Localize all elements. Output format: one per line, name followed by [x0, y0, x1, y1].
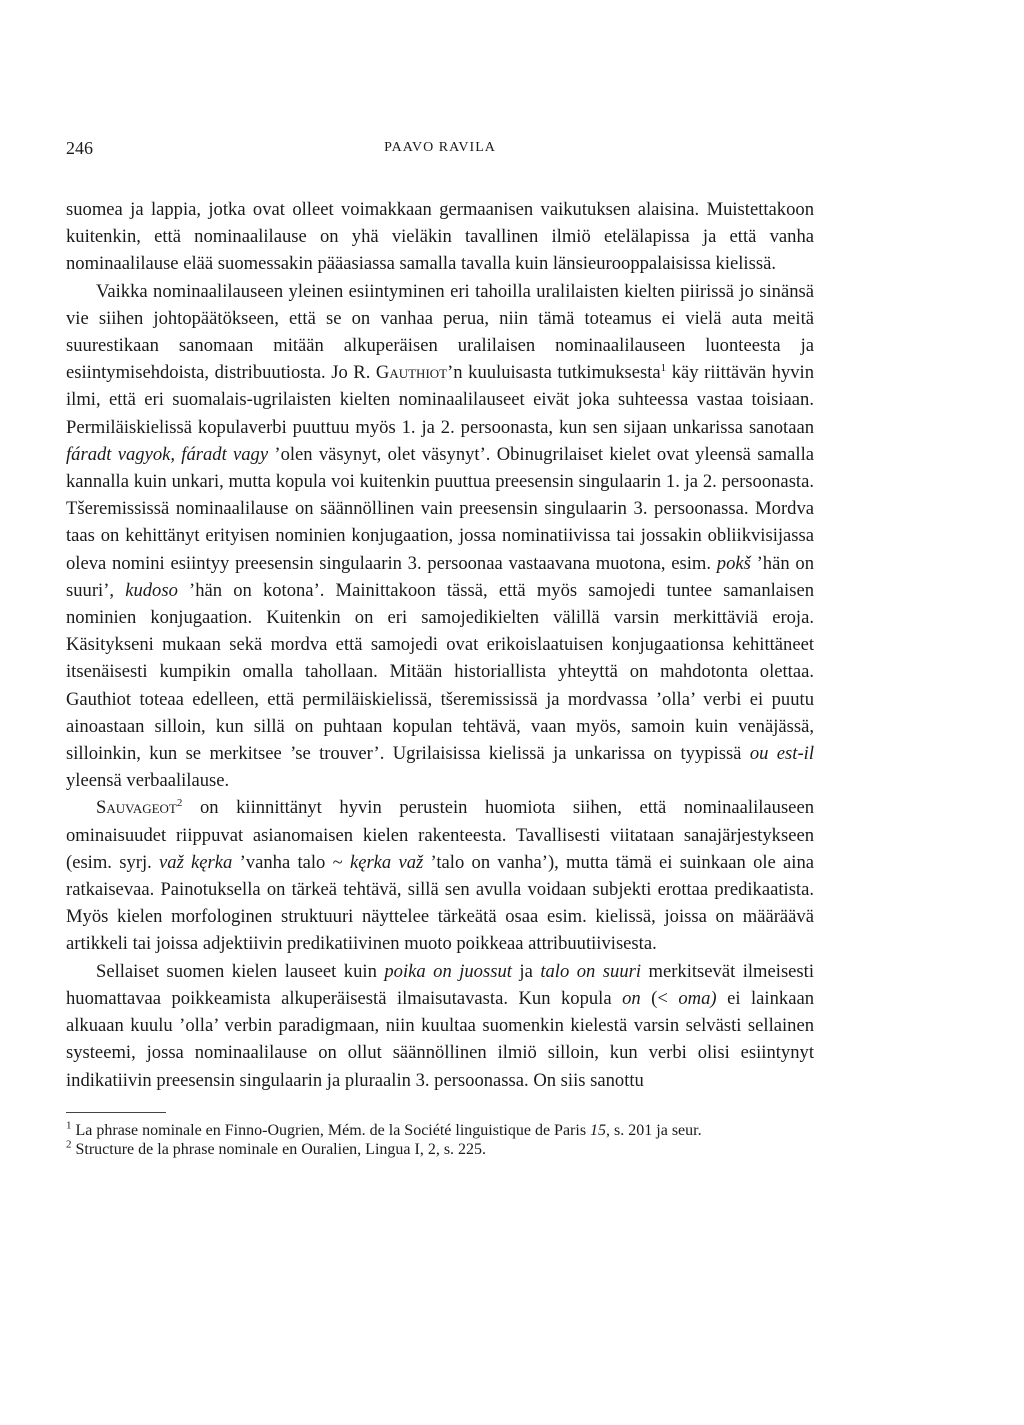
page-number: 246	[66, 138, 93, 158]
example-zyrian-2: kęrka važ	[349, 851, 424, 873]
paragraph-2: Vaikka nominaalilauseen yleinen esiintyminen eri tahoilla uralilaisten kielten piirissä jo sinänsä vie siihen johtopäätökseen, että se on vanhaa perua, niin tämä toteamus ei vielä auta meitä suurestikaan sanomaan mitään alkuperäisen uralilaisen nominaalilauseen luonteesta ja esiintymisehdoista, distribuutiosta. Jo R. Gauthiot’n kuuluisasta tutkimuksesta$^1$ käy riittävän hyvin ilmi, että eri suomalais-ugrilaisten kielten nominaalilauseet eivät joka suhteessa vastaa toisiaan. Permiläiskielissä kopulaverbi puuttuu myös 1. ja 2. persoonasta, kun sen sijaan unkarissa sanotaan fáradt vagyok, fáradt vagy ’olen väsynyt, olet väsynyt’. Obinugrilaiset kielet ovat yleensä samalla kannalla kuin unkari, mutta kopula voi kuitenkin puuttua preesensin singulaarin 1. ja 2. persoonasta. Tšeremississä nominaalilause on säännöllinen vain preesensin singulaarin 3. persoonassa. Mordva taas on kehittänyt erityisen nominien konjugaation, jossa nominatiivissa tai jossakin obliikvisijassa oleva nomini esiintyy preesensin singulaarin 3. persoonaa vastaavana muotona, esim. pokš ’hän on suuri’, kudoso ’hän on kotona’. Mainittakoon tässä, että myös samojedi tuntee samanlaisen nominien konjugaation. Kuitenkin on eri samojedikielten välillä varsin merkittäviä eroja. Käsitykseni mukaan sekä mordva että samojedi ovat erikoislaatuisen konjugaationsa kehittäneet itsenäisesti kumpikin omalla tahollaan. Mitään historiallista yhteyttä on mahdotonta olettaa. Gauthiot toteaa edelleen, että permiläiskielissä, tšeremississä ja mordvassa ’olla’ verbi ei puutu ainoastaan silloin, kun sillä on puhtaan kopulan tehtävä, vaan myös, samoin kuin venäjässä, silloinkin, kun se merkitsee ’se trouver’. Ugrilaisissa kielissä ja unkarissa on tyypissä ou est-il yleensä verbaalilause.	[66, 280, 814, 792]
example-hungarian: fáradt vagyok, fáradt vagy	[66, 443, 269, 465]
footnotes	[66, 1121, 814, 1159]
author-sauvageot: Sauvageot	[96, 797, 177, 819]
paragraph-3: Sauvageot$^2$ on kiinnittänyt hyvin perustein huomiota siihen, että nominaalilauseen ominaisuudet riippuvat asianomaisen kielen rakenteesta. Tavallisesti viitataan sanajärjestykseen (esim. syrj. važ kęrka ’vanha talo ~ kęrka važ ’talo on vanha’), mutta tämä ei suinkaan ole aina ratkaisevaa. Painotuksella on tärkeä tehtävä, sillä sen avulla voidaan subjekti erottaa predikaatista. Myös kielen morfologinen struktuuri näyttelee tärkeätä osaa esim. kielissä, joissa on määräävä artikkeli tai joissa adjektiivin predikatiivinen muoto poikkeaa attribuutiivisesta.	[66, 797, 815, 955]
footnote-mark-1: 1	[66, 1119, 72, 1132]
example-finnish-1: poika on juossut	[384, 960, 512, 982]
footnote-ref-2[interactable]: 2	[176, 797, 183, 810]
footnote-2: $^2$ Structure de la phrase nominale en Ouralien, Lingua I, 2, s. 225.	[66, 1138, 487, 1158]
author-gauthiot: Gauthiot	[375, 362, 448, 384]
main-text	[66, 196, 814, 1094]
footnote-ref-1[interactable]: 1	[660, 362, 667, 375]
example-mordvin-poks: pokš	[716, 552, 751, 574]
paragraph-4: Sellaiset suomen kielen lauseet kuin poika on juossut ja talo on suuri merkitsevät ilmeisesti huomattavaa poikkeamista alkuperäisestä ilmaisutavasta. Kun kopula on (< oma) ei lainkaan alkuaan kuulu ’olla’ verbin paradigmaan, niin kuultaa suomenkin kielestä varsin selvästi sellainen systeemi, jossa nominaalilause on ollut säännöllinen ilmiö silloin, kun verbi olisi esiintynyt indikatiivin preesensin singulaarin ja pluraalin 3. persoonassa. On siis sanottu	[66, 960, 814, 1091]
page-header	[66, 138, 814, 168]
footnote-divider	[66, 1112, 166, 1113]
running-head: PAAVO RAVILA	[384, 140, 496, 155]
example-mordvin-kudoso: kudoso	[125, 579, 178, 601]
footnote-1: $^1$ La phrase nominale en Finno-Ougrien, Mém. de la Société linguistique de Paris 15, s. 201 ja seur.	[66, 1119, 702, 1139]
footnote-mark-2: 2	[66, 1138, 72, 1151]
example-french: ou est-il	[749, 743, 814, 765]
tilde-symbol: ~	[332, 851, 343, 873]
example-oma: oma)	[678, 987, 717, 1009]
example-finnish-2: talo on suuri	[540, 960, 642, 982]
paragraph-1: suomea ja lappia, jotka ovat olleet voimakkaan germaanisen vaikutuksen alaisina. Muistettakoon kuitenkin, että nominaalilause on yhä vieläkin tavallinen ilmiö etelälapissa ja että vanha nominaalilause elää suomessakin pääasiassa samalla tavalla kuin länsieurooppalaisissa kielissä.	[66, 199, 814, 275]
example-zyrian-1: važ kęrka	[159, 851, 233, 873]
book-page	[66, 138, 814, 1159]
example-copula: on	[622, 987, 641, 1009]
